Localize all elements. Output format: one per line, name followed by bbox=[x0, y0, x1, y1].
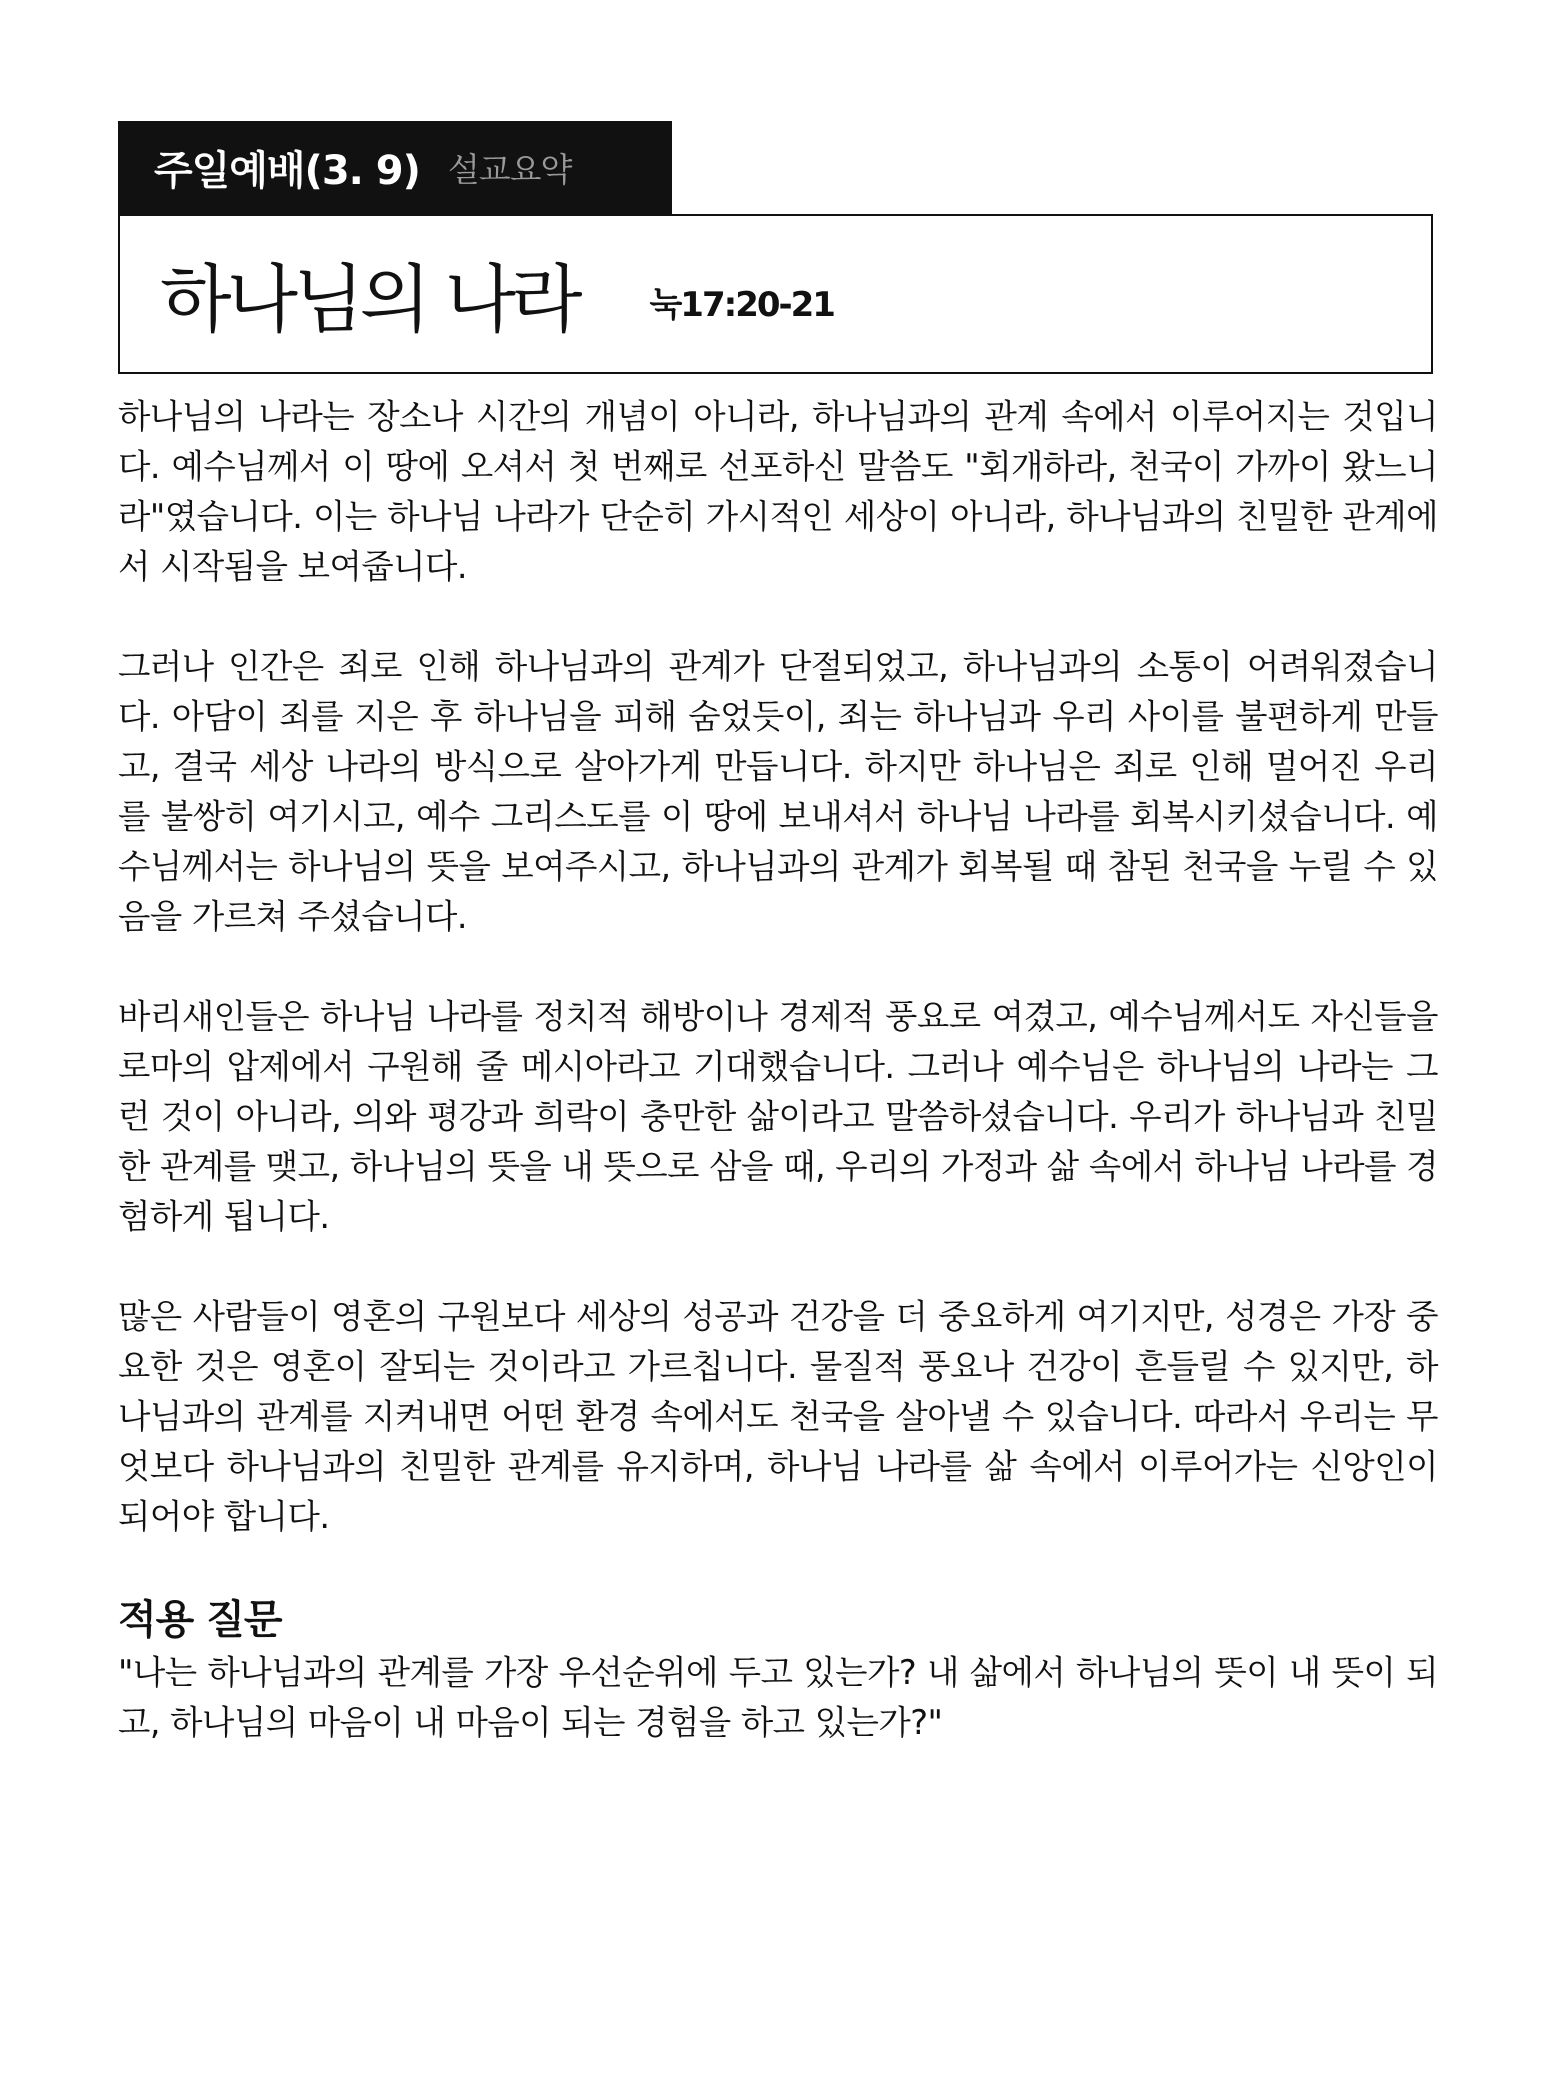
paragraph-3: 바리새인들은 하나님 나라를 정치적 해방이나 경제적 풍요로 여겼고, 예수님께서도 자신들을 로마의 압제에서 구원해 줄 메시아라고 기대했습니다. 그러나 예수님은 하나님의 나라는 그런 것이 아니라, 의와 평강과 희락이 충만한 삶이라고 말씀하셨습니다. 우리가 하나님과 친밀한 관계를 맺고, 하나님의 뜻을 내 뜻으로 삼을 때, 우리의 가정과 삶 속에서 하나님 나라를 경험하게 됩니다. bbox=[118, 997, 1438, 1236]
application-heading: 적용 질문 bbox=[118, 1597, 282, 1643]
sermon-body bbox=[118, 392, 1438, 1798]
sermon-summary-label: 설교요약 bbox=[447, 150, 572, 189]
application-question: "나는 하나님과의 관계를 가장 우선순위에 두고 있는가? 내 삶에서 하나님의 뜻이 내 뜻이 되고, 하나님의 마음이 내 마음이 되는 경험을 하고 있는가?" bbox=[118, 1653, 1438, 1742]
paragraph-1: 하나님의 나라는 장소나 시간의 개념이 아니라, 하나님과의 관계 속에서 이루어지는 것입니다. 예수님께서 이 땅에 오셔서 첫 번째로 선포하신 말씀도 "회개하라, 천국이 가까이 왔느니라"였습니다. 이는 하나님 나라가 단순히 가시적인 세상이 아니라, 하나님과의 친밀한 관계에서 시작됨을 보여줍니다. bbox=[118, 397, 1438, 586]
paragraph-4: 많은 사람들이 영혼의 구원보다 세상의 성공과 건강을 더 중요하게 여기지만, 성경은 가장 중요한 것은 영혼이 잘되는 것이라고 가르칩니다. 물질적 풍요나 건강이 흔들릴 수 있지만, 하나님과의 관계를 지켜내면 어떤 환경 속에서도 천국을 살아낼 수 있습니다. 따라서 우리는 무엇보다 하나님과의 친밀한 관계를 유지하며, 하나님 나라를 삶 속에서 이루어가는 신앙인이 되어야 합니다. bbox=[118, 1297, 1438, 1536]
paragraph-2: 그러나 인간은 죄로 인해 하나님과의 관계가 단절되었고, 하나님과의 소통이 어려워졌습니다. 아담이 죄를 지은 후 하나님을 피해 숨었듯이, 죄는 하나님과 우리 사이를 불편하게 만들고, 결국 세상 나라의 방식으로 살아가게 만듭니다. 하지만 하나님은 죄로 인해 멀어진 우리를 불쌍히 여기시고, 예수 그리스도를 이 땅에 보내셔서 하나님 나라를 회복시키셨습니다. 예수님께서는 하나님의 뜻을 보여주시고, 하나님과의 관계가 회복될 때 참된 천국을 누릴 수 있음을 가르쳐 주셨습니다. bbox=[118, 647, 1438, 936]
scripture-reference: 눅17:20-21 bbox=[649, 284, 834, 325]
service-header bbox=[118, 121, 672, 214]
sermon-title: 하나님의 나라 bbox=[160, 257, 578, 343]
service-date-label: 주일예배(3. 9) bbox=[154, 148, 420, 194]
sermon-title-box bbox=[118, 214, 1433, 374]
